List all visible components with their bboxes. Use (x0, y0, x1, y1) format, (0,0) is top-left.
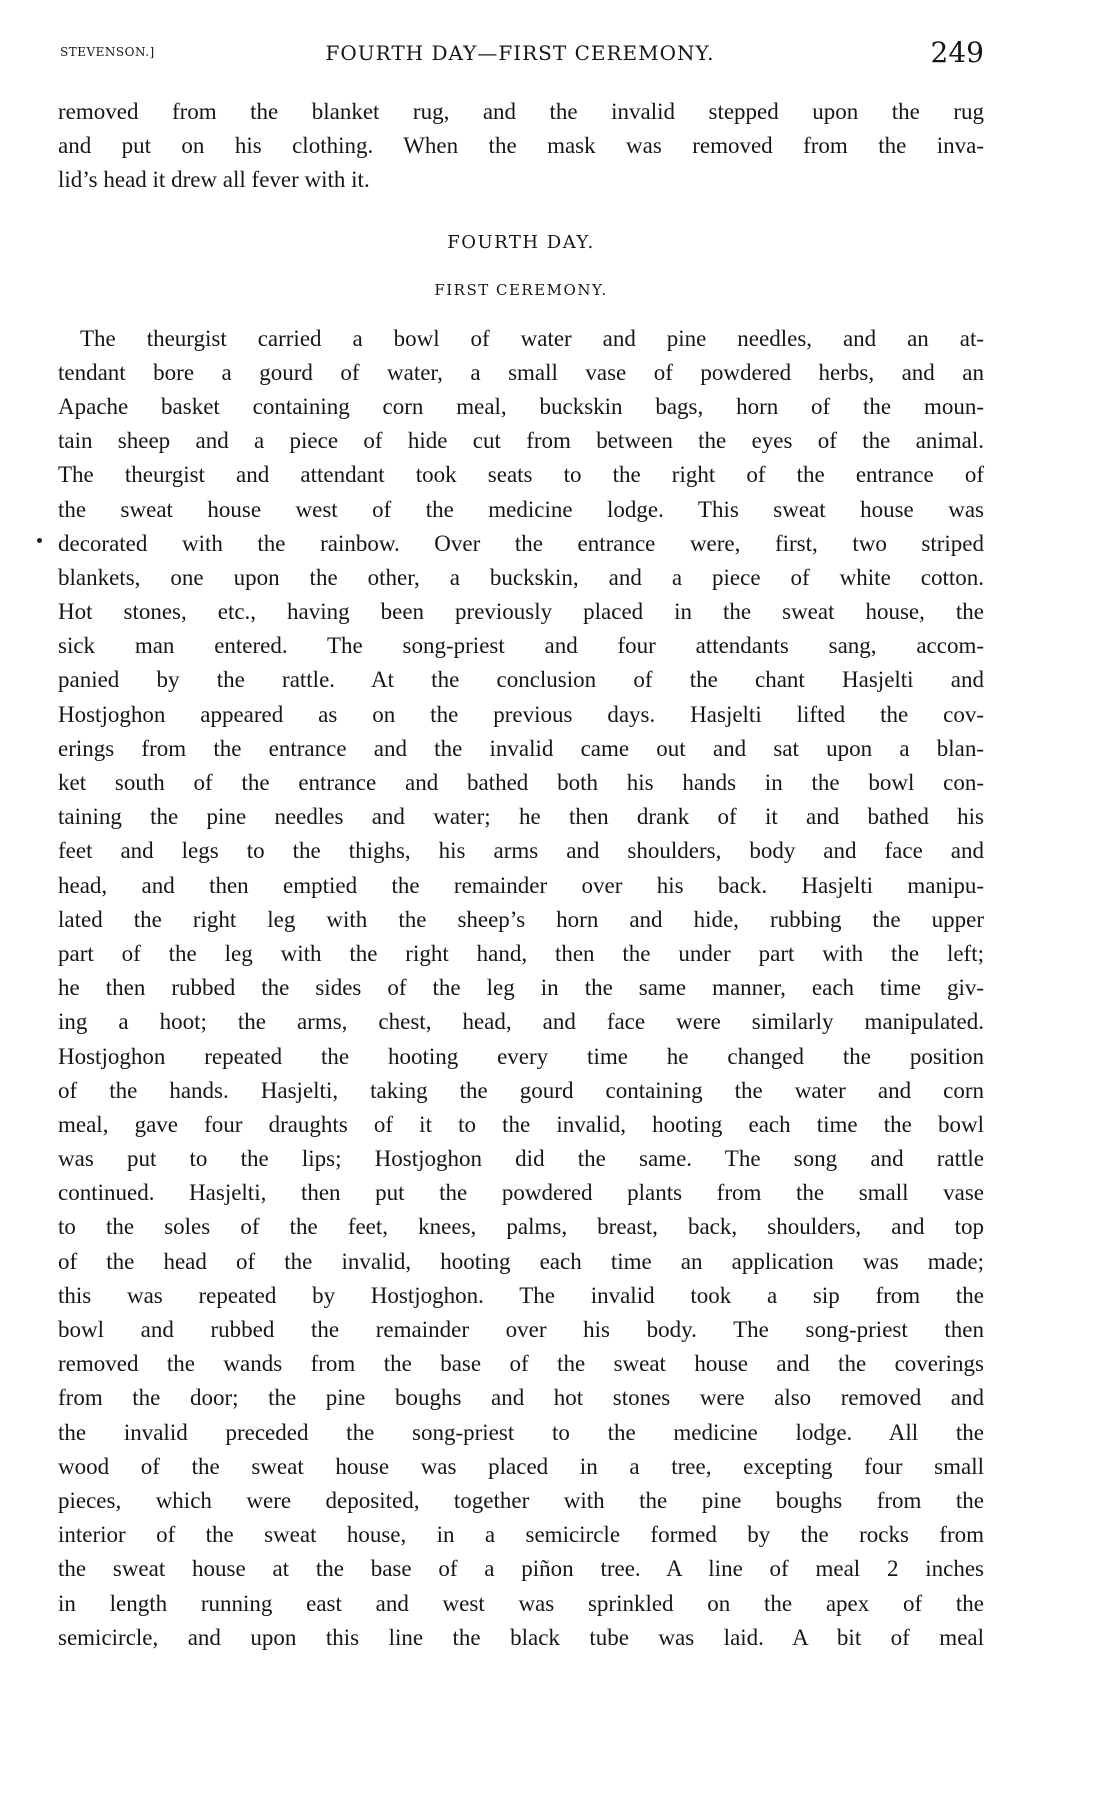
text-line: he then rubbed the sides of the leg in the same manner, each time giv- (58, 975, 984, 1001)
text-line: bowl and rubbed the remainder over his body. The song-priest then (58, 1317, 984, 1342)
text-line: erings from the entrance and the invalid came out and sat upon a blan- (58, 735, 984, 761)
text-line: of the hands. Hasjelti, taking the gourd containing the water and corn (58, 1077, 984, 1103)
text-line: semicircle, and upon this line the black tube was laid. A bit of meal (58, 1624, 984, 1650)
author-tag: STEVENSON.] (60, 45, 155, 59)
ink-speck (37, 538, 42, 543)
text-line: taining the pine needles and water; he then drank of it and bathed his (58, 804, 984, 830)
text-line: was put to the lips; Hostjoghon did the same. The song and rattle (58, 1146, 984, 1172)
text-line: removed the wands from the base of the sweat house and the coverings (58, 1351, 984, 1377)
text-line: blankets, one upon the other, a buckskin, and a piece of white cotton. (58, 564, 984, 590)
text-block (58, 95, 984, 1655)
text-line: from the door; the pine boughs and hot stones were also removed and (58, 1385, 984, 1411)
text-line: interior of the sweat house, in a semicircle formed by the rocks from (58, 1522, 984, 1548)
text-line: tain sheep and a piece of hide cut from between the eyes of the animal. (58, 428, 984, 454)
text-line: in length running east and west was sprinkled on the apex of the (58, 1590, 984, 1616)
text-line: decorated with the rainbow. Over the entrance were, first, two striped (58, 530, 984, 556)
text-line: pieces, which were deposited, together with the pine boughs from the (58, 1487, 984, 1513)
text-line: of the head of the invalid, hooting each time an application was made; (58, 1248, 984, 1274)
text-line: meal, gave four draughts of it to the invalid, hooting each time the bowl (58, 1111, 984, 1137)
text-line: Hostjoghon appeared as on the previous days. Hasjelti lifted the cov- (58, 701, 984, 727)
text-line: Hot stones, etc., having been previously placed in the sweat house, the (58, 599, 984, 625)
text-line: the invalid preceded the song-priest to the medicine lodge. All the (58, 1419, 984, 1445)
text-line: the sweat house at the base of a piñon tree. A line of meal 2 inches (58, 1556, 984, 1582)
text-line: to the soles of the feet, knees, palms, breast, back, shoulders, and top (58, 1214, 984, 1240)
text-line: The theurgist and attendant took seats to the right of the entrance of (58, 462, 984, 488)
text-line: feet and legs to the thighs, his arms and shoulders, body and face and (58, 838, 984, 864)
text-line: ket south of the entrance and bathed both his hands in the bowl con- (58, 770, 984, 795)
text-line: sick man entered. The song-priest and four attendants sang, accom- (58, 633, 984, 659)
text-line: the sweat house west of the medicine lodge. This sweat house was (58, 496, 984, 522)
page-title: FOURTH DAY—FIRST CEREMONY. (325, 41, 715, 65)
running-head (56, 38, 984, 74)
text-line: and put on his clothing. When the mask was removed from the inva- (58, 133, 984, 159)
section-heading: FOURTH DAY. (447, 231, 595, 253)
text-line: part of the leg with the right hand, then the under part with the left; (58, 940, 984, 966)
text-line: removed from the blanket rug, and the invalid stepped upon the rug (58, 99, 984, 124)
text-line: this was repeated by Hostjoghon. The invalid took a sip from the (58, 1282, 984, 1308)
text-line: lated the right leg with the sheep’s horn and hide, rubbing the upper (58, 906, 984, 932)
text-line: wood of the sweat house was placed in a tree, excepting four small (58, 1453, 984, 1479)
text-line: lid’s head it drew all fever with it. (58, 167, 370, 193)
section-subheading: FIRST CEREMONY. (434, 280, 608, 299)
text-line: tendant bore a gourd of water, a small vase of powdered herbs, and an (58, 359, 984, 385)
text-line: continued. Hasjelti, then put the powdered plants from the small vase (58, 1180, 984, 1206)
text-line: Apache basket containing corn meal, buckskin bags, horn of the moun- (58, 393, 984, 419)
text-line: head, and then emptied the remainder over his back. Hasjelti manipu- (58, 872, 984, 898)
text-line: panied by the rattle. At the conclusion of the chant Hasjelti and (58, 667, 984, 693)
page-number: 249 (930, 36, 984, 69)
text-line: ing a hoot; the arms, chest, head, and face were similarly manipulated. (58, 1009, 984, 1035)
text-line: Hostjoghon repeated the hooting every time he changed the position (58, 1043, 984, 1069)
text-line: The theurgist carried a bowl of water and pine needles, and an at- (80, 325, 984, 351)
